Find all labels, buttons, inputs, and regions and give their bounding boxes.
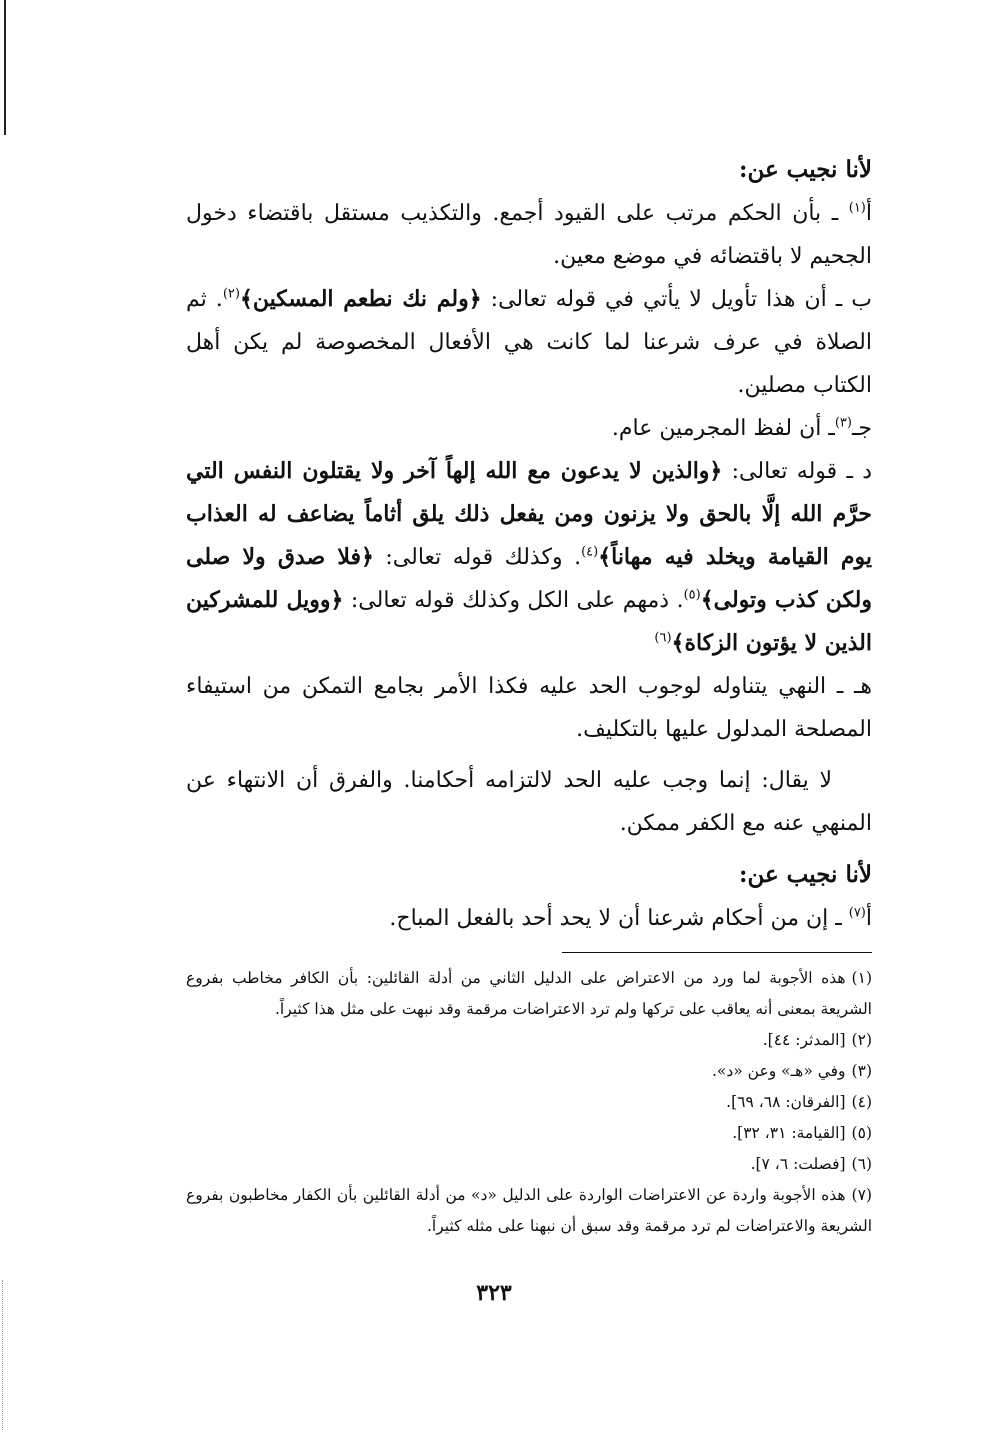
section-heading-1: لأنا نجيب عن: bbox=[738, 156, 872, 183]
page-number: ٣٢٣ bbox=[476, 1280, 512, 1306]
quran-quote: ﴿وويل للمشركين الذين لا يؤتون الزكاة﴾ bbox=[186, 587, 872, 656]
footnote-ref-1: (١) bbox=[848, 200, 866, 216]
footnote-ref-3: (٣) bbox=[834, 415, 852, 431]
footnote-1: (١)هذه الأجوبة لما ورد من الاعتراض على الدليل الثاني من أدلة القائلين: بأن الكافر مخاطب بفروع الشريعة بمعنى أنه يعاقب على تركها ولم ترد الاعتراضات مرقمة وقد نبهت على مثل هذا كثيراً. bbox=[186, 969, 872, 1018]
footnote-ref-7: (٧) bbox=[848, 905, 866, 921]
footnotes bbox=[186, 963, 872, 1242]
footnote-5: (٥)[القيامة: ٣١، ٣٢]. bbox=[732, 1124, 872, 1142]
answer-item-d: د ـ قوله تعالى: ﴿والذين لا يدعون مع الله إلهاً آخر ولا يقتلون النفس التي حرَّم الله إلَّا بالحق ولا يزنون ومن يفعل ذلك يلق أثاماً يضاعف له العذاب يوم القيامة ويخلد فيه مهاناً﴾$^{(٤)}$. وكذلك قوله تعالى: ﴿فلا صدق ولا صلى ولكن كذب وتولى﴾$^{(٥)}$. ذمهم على الكل وكذلك قوله تعالى: ﴿وويل للمشركين الذين لا يؤتون الزكاة﴾$^{(٦)}$ bbox=[186, 458, 872, 656]
footnote-ref-4: (٤) bbox=[581, 544, 599, 560]
footnote-divider bbox=[562, 952, 872, 953]
answer-item-j: جـ$^{(٣)}$ـ أن لفظ المجرمين عام. bbox=[611, 415, 872, 441]
page-edge-line bbox=[4, 0, 6, 135]
answer-item-a-2: أ$^{(٧)}$ ـ إن من أحكام شرعنا أن لا يحد أحد بالفعل المباح. bbox=[389, 905, 872, 931]
objection-paragraph: لا يقال: إنما وجب عليه الحد لالتزامه أحكامنا. والفرق أن الانتهاء عن المنهي عنه مع الكفر ممكن. bbox=[186, 768, 872, 836]
footnote-6: (٦)[فصلت: ٦، ٧]. bbox=[750, 1155, 872, 1173]
answer-item-b: ب ـ أن هذا تأويل لا يأتي في قوله تعالى: ﴿ولم نك نطعم المسكين﴾$^{(٢)}$. ثم الصلاة في عرف شرعنا لما كانت هي الأفعال المخصوصة لم يكن أهل الكتاب مصلين. bbox=[186, 286, 872, 398]
answer-item-a: أ$^{(١)}$ ـ بأن الحكم مرتب على القيود أجمع. والتكذيب مستقل باقتضاء دخول الجحيم لا باقتضائه في موضع معين. bbox=[186, 200, 872, 269]
quran-quote: ﴿ولم نك نطعم المسكين﴾ bbox=[239, 286, 482, 312]
section-heading-2: لأنا نجيب عن: bbox=[738, 861, 872, 888]
answer-item-h: هـ ـ النهي يتناوله لوجوب الحد عليه فكذا الأمر بجامع التمكن من استيفاء المصلحة المدلول عليها بالتكليف. bbox=[186, 674, 872, 742]
page-body bbox=[186, 140, 872, 1242]
footnote-ref-5: (٥) bbox=[683, 587, 701, 603]
footnote-2: (٢)[المدثر: ٤٤]. bbox=[762, 1031, 872, 1049]
footnote-7: (٧)هذه الأجوبة واردة عن الاعتراضات الواردة على الدليل «د» من أدلة القائلين بأن الكفار مخاطبون بفروع الشريعة والاعتراضات لم ترد مرقمة وقد سبق أن نبهنا على مثله كثيراً. bbox=[186, 1186, 872, 1235]
footnote-ref-2: (٢) bbox=[222, 286, 240, 302]
footnote-3: (٣)وفي «هـ» وعن «د». bbox=[711, 1062, 872, 1080]
quran-quote: ﴿فلا صدق ولا صلى ولكن كذب وتولى﴾ bbox=[186, 544, 872, 613]
footnote-4: (٤)[الفرقان: ٦٨، ٦٩]. bbox=[726, 1093, 872, 1111]
footnote-ref-6: (٦) bbox=[654, 630, 672, 646]
quran-quote: ﴿والذين لا يدعون مع الله إلهاً آخر ولا يقتلون النفس التي حرَّم الله إلَّا بالحق ولا يزنون ومن يفعل ذلك يلق أثاماً يضاعف له العذاب يوم القيامة ويخلد فيه مهاناً﴾ bbox=[186, 458, 872, 570]
